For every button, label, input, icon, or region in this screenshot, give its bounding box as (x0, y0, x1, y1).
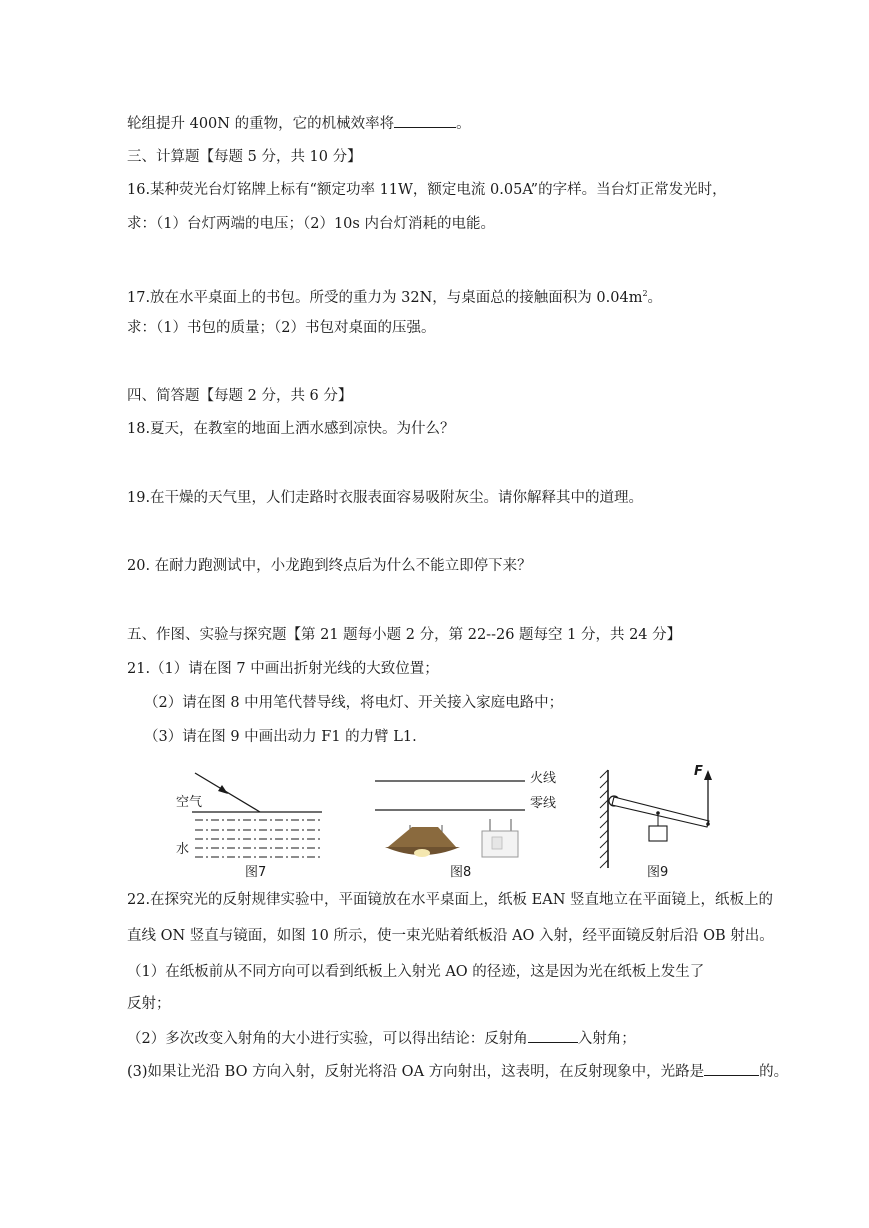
question-18: 18.夏天，在教室的地面上洒水感到凉快。为什么？ (127, 421, 455, 437)
incident-ray (195, 773, 260, 812)
lever-bar (612, 797, 709, 827)
fig9-caption: 图9 (647, 865, 669, 880)
question-21-part-3: （3）请在图 9 中画出动力 F1 的力臂 L1. (144, 729, 417, 745)
wall-hatching (600, 770, 608, 868)
question-17-line-1: 17.放在水平桌面上的书包。所受的重力为 32N，与桌面总的接触面积为 $0.04m^2$。 (127, 289, 663, 306)
arrowhead-icon (704, 770, 712, 780)
question-22-part-2: （2）多次改变入射角的大小进行实验，可以得出结论：反射角 入射角； (127, 1028, 636, 1049)
question-16-line-1: 16.某种荧光台灯铭牌上标有“额定功率 11W，额定电流 0.05A”的字样。当台灯正常发光时， (127, 182, 727, 198)
weight-block (649, 826, 667, 841)
answer-blank[interactable] (394, 113, 456, 128)
fig9-force-label: F (694, 764, 703, 779)
answer-blank[interactable] (704, 1061, 759, 1076)
fig8-live-wire-label: 火线 (530, 771, 557, 786)
question-22-part-1: （1）在纸板前从不同方向可以看到纸板上入射光 AO 的径迹，这是因为光在纸板上发生了 (127, 964, 705, 980)
answer-blank[interactable] (528, 1028, 578, 1043)
fig7-water-label: 水 (176, 842, 190, 857)
question-22-part-3: (3)如果让光沿 BO 方向入射，反射光将沿 OA 方向射出，这表明，在反射现象中，光路是 的。 (127, 1061, 788, 1082)
question-17-line-2: 求：（1）书包的质量；（2）书包对桌面的压强。 (127, 320, 436, 336)
fig7-air-label: 空气 (176, 795, 203, 810)
question-20: 20. 在耐力跑测试中，小龙跑到终点后为什么不能立即停下来？ (127, 558, 532, 574)
fig7-caption: 图7 (245, 865, 267, 880)
fig8-neutral-wire-label: 零线 (530, 796, 557, 811)
question-21-part-2: （2）请在图 8 中用笔代替导线，将电灯、开关接入家庭电路中； (144, 695, 564, 711)
lamp-icon (385, 825, 460, 857)
continuation-line: 轮组提升 400N 的重物，它的机械效率将 。 (127, 113, 471, 134)
question-21-part-1: 21.（1）请在图 7 中画出折射光线的大致位置； (127, 661, 439, 677)
section-5-heading: 五、作图、实验与探究题【第 21 题每小题 2 分，第 22--26 题每空 1 分，共 24 分】 (127, 627, 682, 643)
question-16-line-2: 求：（1）台灯两端的电压；（2）10s 内台灯消耗的电能。 (127, 216, 495, 232)
switch-icon (482, 819, 518, 857)
section-3-heading: 三、计算题【每题 5 分，共 10 分】 (127, 149, 362, 165)
question-19: 19.在干燥的天气里，人们走路时衣服表面容易吸附灰尘。请你解释其中的道理。 (127, 490, 644, 506)
question-22-part-1-cont: 反射； (127, 996, 171, 1012)
figure-9-lever-diagram (596, 766, 726, 871)
question-22-line-1: 22.在探究光的反射规律实验中，平面镜放在水平桌面上，纸板 EAN 竖直地立在平面镜上，纸板上的 (127, 892, 774, 908)
fig8-caption: 图8 (450, 865, 472, 880)
figure-8-circuit-diagram (370, 765, 530, 865)
question-22-line-2: 直线 ON 竖直与镜面，如图 10 所示，使一束光贴着纸板沿 AO 入射，经平面镜反射后沿 OB 射出。 (127, 928, 774, 944)
ray-arrow-icon (218, 785, 228, 794)
section-4-heading: 四、简答题【每题 2 分，共 6 分】 (127, 388, 353, 404)
